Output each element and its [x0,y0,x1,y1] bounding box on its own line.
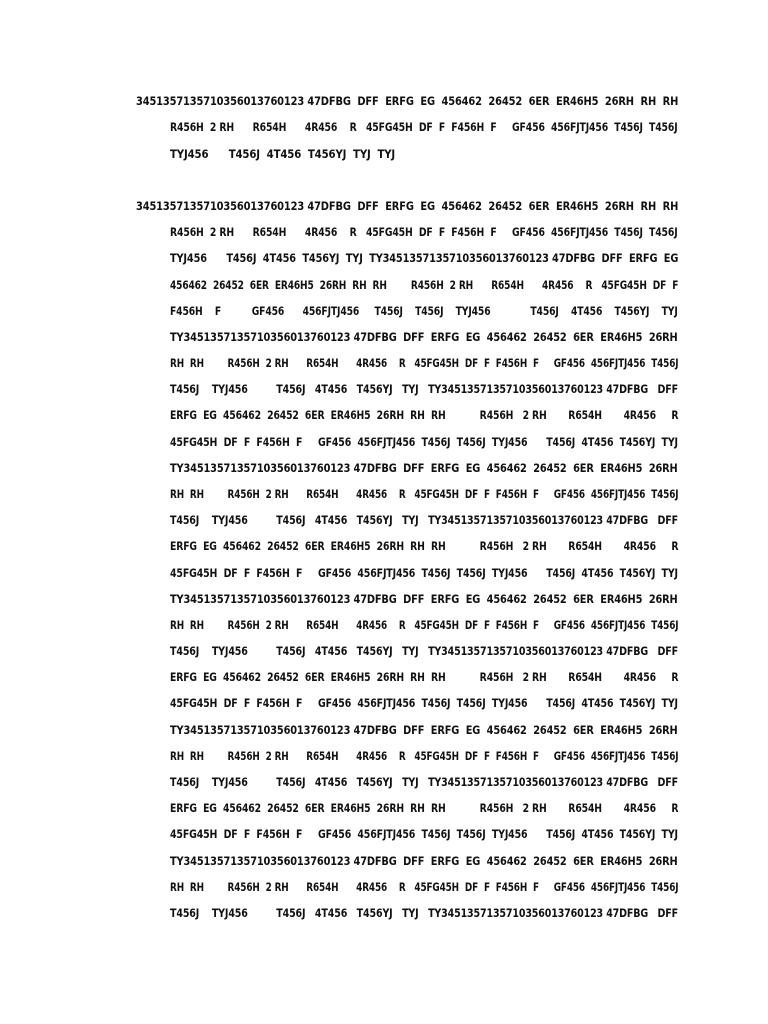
paragraph-2-line-3: TYJ456 T456J 4T456 T456YJ TYJ TY3451357135710356013760123 47DFBG DFF ERFG EG [170,252,679,265]
paragraph-2-line-19: ERFG EG 456462 26452 6ER ER46H5 26RH RH RH R456H 2 RH R654H 4R456 R [170,671,679,684]
paragraph-2-line-13: T456J TYJ456 T456J 4T456 T456YJ TYJ TY3451357135710356013760123 47DFBG DFF [170,514,679,527]
paragraph-2-line-7: RH RH R456H 2 RH R654H 4R456 R 45FG45H DF F F456H F GF456 456FJTJ456 T456J [170,357,679,370]
paragraph-2-line-22: RH RH R456H 2 RH R654H 4R456 R 45FG45H DF F F456H F GF456 456FJTJ456 T456J [170,750,679,763]
paragraph-2-line-25: 45FG45H DF F F456H F GF456 456FJTJ456 T456J T456J TYJ456 T456J 4T456 T456YJ TYJ [170,828,678,841]
paragraph-2-line-6: TY3451357135710356013760123 47DFBG DFF ERFG EG 456462 26452 6ER ER46H5 26RH [170,331,678,344]
paragraph-2-line-10: 45FG45H DF F F456H F GF456 456FJTJ456 T456J T456J TYJ456 T456J 4T456 T456YJ TYJ [170,436,678,449]
paragraph-2-line-8: T456J TYJ456 T456J 4T456 T456YJ TYJ TY3451357135710356013760123 47DFBG DFF [170,383,679,396]
paragraph-1-line-1: 3451357135710356013760123 47DFBG DFF ERFG EG 456462 26452 6ER ER46H5 26RH RH RH [136,95,679,108]
paragraph-2-line-28: T456J TYJ456 T456J 4T456 T456YJ TYJ TY3451357135710356013760123 47DFBG DFF [170,907,679,920]
paragraph-2-line-5: F456H F GF456 456FJTJ456 T456J T456J TYJ456 T456J 4T456 T456YJ TYJ [170,305,678,318]
paragraph-2-line-4: 456462 26452 6ER ER46H5 26RH RH RH R456H 2 RH R654H 4R456 R 45FG45H DF F [170,279,679,292]
paragraph-1-line-2: R456H 2 RH R654H 4R456 R 45FG45H DF F F456H F GF456 456FJTJ456 T456J T456J [170,121,678,134]
paragraph-2-line-9: ERFG EG 456462 26452 6ER ER46H5 26RH RH RH R456H 2 RH R654H 4R456 R [170,409,679,422]
paragraph-1-line-3: TYJ456 T456J 4T456 T456YJ TYJ TYJ [170,148,396,161]
paragraph-2-line-23: T456J TYJ456 T456J 4T456 T456YJ TYJ TY3451357135710356013760123 47DFBG DFF [170,776,679,789]
paragraph-2-line-17: RH RH R456H 2 RH R654H 4R456 R 45FG45H DF F F456H F GF456 456FJTJ456 T456J [170,619,679,632]
paragraph-2-line-18: T456J TYJ456 T456J 4T456 T456YJ TYJ TY3451357135710356013760123 47DFBG DFF [170,645,679,658]
paragraph-2-line-14: ERFG EG 456462 26452 6ER ER46H5 26RH RH RH R456H 2 RH R654H 4R456 R [170,540,679,553]
paragraph-2-line-1: 3451357135710356013760123 47DFBG DFF ERFG EG 456462 26452 6ER ER46H5 26RH RH RH [136,200,679,213]
paragraph-2-line-20: 45FG45H DF F F456H F GF456 456FJTJ456 T456J T456J TYJ456 T456J 4T456 T456YJ TYJ [170,697,678,710]
paragraph-2-line-12: RH RH R456H 2 RH R654H 4R456 R 45FG45H DF F F456H F GF456 456FJTJ456 T456J [170,488,679,501]
paragraph-2-line-27: RH RH R456H 2 RH R654H 4R456 R 45FG45H DF F F456H F GF456 456FJTJ456 T456J [170,881,679,894]
paragraph-2-line-24: ERFG EG 456462 26452 6ER ER46H5 26RH RH RH R456H 2 RH R654H 4R456 R [170,802,679,815]
paragraph-2-line-26: TY3451357135710356013760123 47DFBG DFF ERFG EG 456462 26452 6ER ER46H5 26RH [170,855,678,868]
paragraph-2-line-11: TY3451357135710356013760123 47DFBG DFF ERFG EG 456462 26452 6ER ER46H5 26RH [170,462,678,475]
paragraph-2-line-15: 45FG45H DF F F456H F GF456 456FJTJ456 T456J T456J TYJ456 T456J 4T456 T456YJ TYJ [170,567,678,580]
paragraph-2-line-16: TY3451357135710356013760123 47DFBG DFF ERFG EG 456462 26452 6ER ER46H5 26RH [170,593,678,606]
paragraph-2-line-21: TY3451357135710356013760123 47DFBG DFF ERFG EG 456462 26452 6ER ER46H5 26RH [170,724,678,737]
paragraph-2-line-2: R456H 2 RH R654H 4R456 R 45FG45H DF F F456H F GF456 456FJTJ456 T456J T456J [170,226,678,239]
